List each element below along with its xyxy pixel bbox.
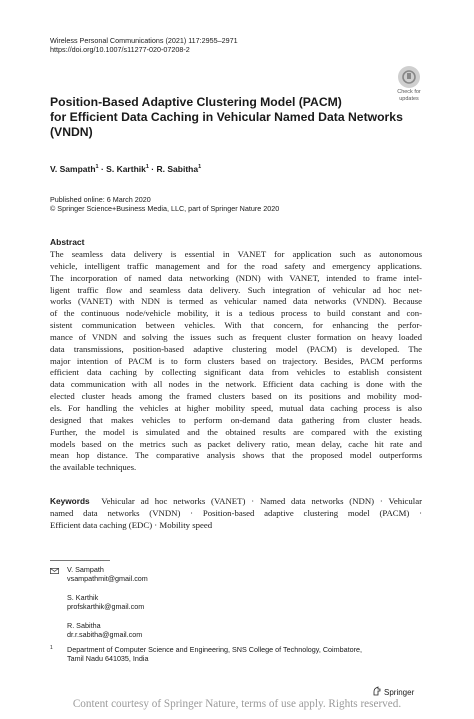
abstract-line: ligent traffic flow and seamless data delivery. Such integration of vehicular ad hoc net- xyxy=(50,284,422,295)
affiliation-line: Department of Computer Science and Engineering, SNS College of Technology, Coimbatore, xyxy=(67,645,362,654)
affiliation xyxy=(50,645,362,664)
author-affil-ref: 1 xyxy=(145,164,149,171)
abstract-line: the available techniques. xyxy=(50,462,137,473)
author-separator: · xyxy=(100,164,104,174)
abstract-line: The incorporation of named data networking (NDN) with VANET, intended to frame intel- xyxy=(50,272,422,283)
content-courtesy-notice: Content courtesy of Springer Nature, terms of use apply. Rights reserved. xyxy=(72,698,402,710)
abstract-line: data transmissions, position-based adaptive clustering model (PACM) is developed. The xyxy=(50,343,422,354)
paper-title xyxy=(50,95,420,140)
contact-entry xyxy=(50,565,148,584)
title-line: (VNDN) xyxy=(50,125,93,139)
contact-entry xyxy=(50,621,148,640)
springer-horse-icon xyxy=(372,686,382,698)
abstract-heading: Abstract xyxy=(50,237,85,247)
contact-name: V. Sampath xyxy=(67,565,104,574)
contact-email[interactable]: dr.r.sabitha@gmail.com xyxy=(67,630,143,640)
badge-label-1: Check for xyxy=(397,89,421,95)
abstract-line: mance of VNDN and solving the issues such as frequent cluster formation on heavy loaded xyxy=(50,331,422,342)
abstract-line: sistent communication between vehicles. With that concern, for enhancing the perfor- xyxy=(50,320,422,331)
abstract-line: data communication with all nodes in the network. Efficient data caching is done with the xyxy=(50,379,422,390)
abstract-body xyxy=(50,249,422,474)
check-for-updates-icon xyxy=(398,66,420,88)
affiliation-line: Tamil Nadu 641035, India xyxy=(67,654,149,664)
copyright-line: © Springer Science+Business Media, LLC, part of Springer Nature 2020 xyxy=(50,204,280,213)
abstract-line: vehicle, intelligent traffic management and for the road safety and emergency applications. xyxy=(50,260,422,271)
abstract-line: els. For handling the vehicles at higher mobility speed, mutual data caching process is also xyxy=(50,402,422,413)
contact-email[interactable]: profskarthik@gmail.com xyxy=(67,602,145,612)
contact-email[interactable]: vsampathmit@gmail.com xyxy=(67,574,148,584)
abstract-line: The seamless data delivery is essential in VANET for application such as autonomous xyxy=(50,249,422,259)
abstract-line: Further, the model is simulated and the obtained results are compared with the existing xyxy=(50,426,422,437)
journal-citation: Wireless Personal Communications (2021) 117:2955–2971 xyxy=(50,36,238,45)
badge-label-2: updates xyxy=(399,96,419,102)
author-affil-ref: 1 xyxy=(95,164,99,171)
contact-entry xyxy=(50,593,148,612)
author-name: V. Sampath xyxy=(50,164,96,174)
keywords-text: Vehicular ad hoc networks (VANET) · Named data networks (NDN) · Vehicular xyxy=(101,496,423,506)
publisher-name: Springer xyxy=(384,687,415,697)
published-date: Published online: 6 March 2020 xyxy=(50,195,151,204)
abstract-line: major intention of PACM is to form clusters based on trajectory. Besides, PACM performs xyxy=(50,355,422,366)
title-line: Position-Based Adaptive Clustering Model (PACM) xyxy=(50,95,342,109)
author-name: S. Karthik xyxy=(106,164,146,174)
envelope-icon xyxy=(50,567,59,576)
footnote-divider xyxy=(50,560,110,561)
abstract-line: elected cluster heads among the framed clusters based on its positions and mobility mod- xyxy=(50,391,422,402)
abstract-line: efficient data caching by collecting significant data from vehicles to establish consistent xyxy=(50,367,422,378)
author-name: R. Sabitha xyxy=(156,164,199,174)
title-line: for Efficient Data Caching in Vehicular Named Data Networks xyxy=(50,110,403,124)
abstract-line: mean hop distance. The comparative analysis shows that the proposed model outperforms xyxy=(50,450,422,461)
doi-link[interactable]: https://doi.org/10.1007/s11277-020-07208-2 xyxy=(50,45,190,54)
keywords-line: named data networks (VNDN) · Position-based adaptive clustering model (PACM) · xyxy=(50,507,422,518)
corresponding-contacts xyxy=(50,565,148,648)
affiliation-number: 1 xyxy=(50,645,53,651)
abstract-line: models based on the metrics such as packet delivery ratio, mean delay, cache hit rate and xyxy=(50,438,422,449)
journal-header xyxy=(50,36,238,54)
keywords-section xyxy=(50,496,422,531)
abstract-line: of the continuous node/vehicle mobility, it is a tedious process to build constant and con- xyxy=(50,308,422,319)
author-affil-ref: 1 xyxy=(198,164,202,171)
keywords-line: Efficient data caching (EDC) · Mobility speed xyxy=(50,519,213,530)
abstract-line: works (VANET) with NDN is termed as vehicular named data networks (VNDN). Because xyxy=(50,296,422,307)
keywords-line xyxy=(50,496,422,508)
author-list xyxy=(50,164,201,174)
publisher-logo xyxy=(372,686,414,698)
contact-name: S. Karthik xyxy=(67,592,99,602)
publication-info xyxy=(50,195,279,213)
keywords-label: Keywords xyxy=(50,496,90,506)
author-separator: · xyxy=(151,164,155,174)
abstract-line: designed that makes vehicles to perform on-demand data gathering from cluster heads. xyxy=(50,414,422,425)
contact-name: R. Sabitha xyxy=(67,620,101,630)
